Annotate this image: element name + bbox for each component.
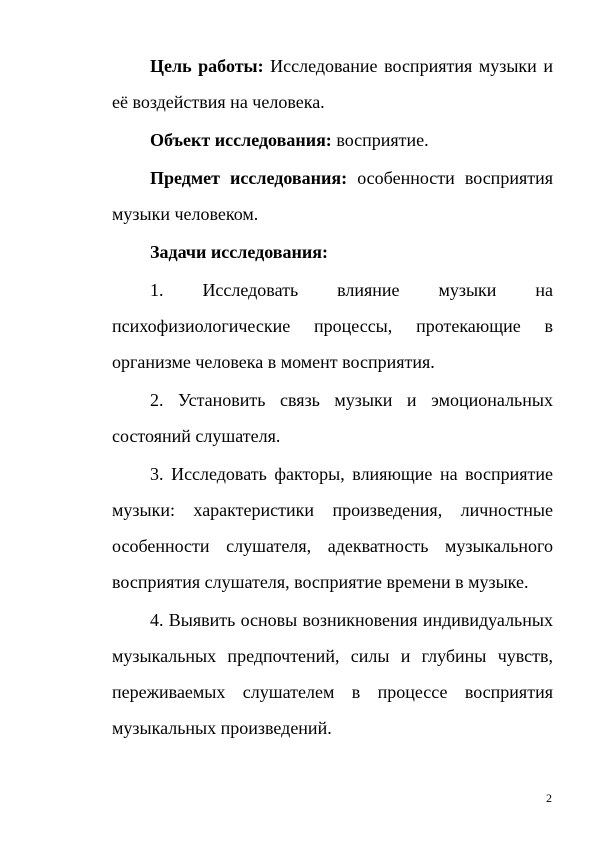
task-item-1: 1. Исследовать влияние музыки на психофизиологические процессы, протекающие в организме человека в момент восприятия. bbox=[112, 280, 553, 372]
document-page bbox=[112, 48, 553, 746]
goal-paragraph bbox=[112, 48, 553, 120]
object-paragraph bbox=[112, 122, 553, 158]
goal-label: Цель работы: bbox=[150, 56, 264, 76]
object-label: Объект исследования: bbox=[150, 130, 332, 150]
subject-text: особенности восприятия музыки человеком. bbox=[112, 168, 554, 224]
subject-paragraph bbox=[112, 160, 553, 232]
task-item-4: 4. Выявить основы возникновения индивидуальных музыкальных предпочтений, силы и глубины чувств, переживаемых слушателем в процессе восприятия музыкальных произведений. bbox=[112, 610, 553, 738]
object-text: восприятие. bbox=[331, 130, 429, 150]
task-item-3: 3. Исследовать факторы, влияющие на восприятие музыки: характеристики произведения, личностные особенности слушателя, адекватность музыкального восприятия слушателя, восприятие времени в музыке. bbox=[112, 464, 553, 592]
goal-text: Исследование восприятия музыки и её воздействия на человека. bbox=[112, 56, 553, 112]
task-item-2: 2. Установить связь музыки и эмоциональных состояний слушателя. bbox=[112, 390, 553, 446]
tasks-heading bbox=[112, 234, 553, 270]
subject-label: Предмет исследования: bbox=[150, 168, 348, 188]
page-number: 2 bbox=[546, 791, 552, 805]
tasks-heading-label: Задачи исследования: bbox=[150, 242, 328, 262]
